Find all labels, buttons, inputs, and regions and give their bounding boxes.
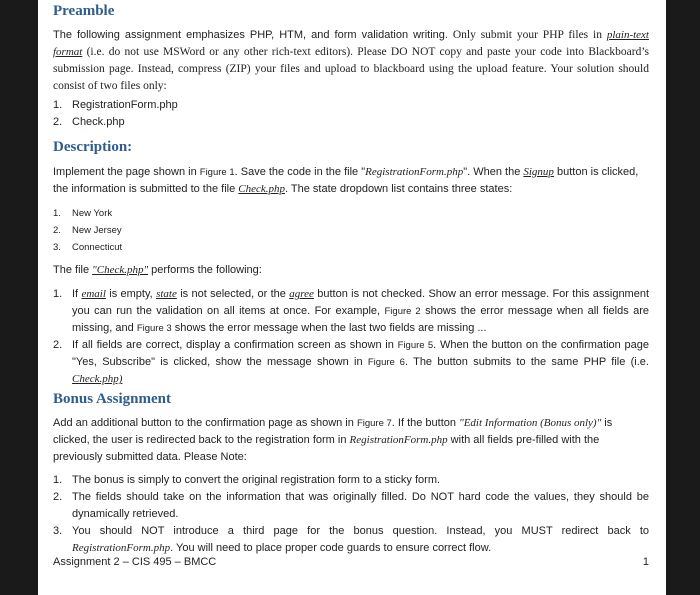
text: . The state dropdown list contains three states: xyxy=(285,183,513,195)
text: performs the following: xyxy=(148,264,262,276)
state: New Jersey xyxy=(72,225,122,236)
check-intro xyxy=(53,262,649,279)
figure-ref: Figure 7 xyxy=(356,418,392,429)
file-name: RegistrationForm.php xyxy=(72,542,171,554)
list-item xyxy=(53,523,649,557)
field-ref: email xyxy=(81,288,106,300)
number: 3. xyxy=(53,525,63,537)
text: You should NOT introduce a third page for the bonus question. Instead, you MUST redirect back to xyxy=(72,525,649,537)
file-name: Check.php xyxy=(238,183,285,195)
field-ref: agree xyxy=(289,288,314,300)
figure-ref: Figure 6 xyxy=(367,357,405,368)
preamble-heading: Preamble xyxy=(53,3,115,19)
description-paragraph xyxy=(53,164,649,198)
text: . If the button xyxy=(391,417,460,429)
text: button is clicked, the information is submitted to the file xyxy=(53,166,639,195)
text: . You will need to place proper code guards to ensure correct flow. xyxy=(170,542,492,554)
check-steps xyxy=(53,286,649,388)
footer-title: Assignment 2 – CIS 495 – BMCC xyxy=(53,556,217,568)
state: New York xyxy=(72,208,113,219)
text: If all fields are correct, display a confirmation screen as shown in xyxy=(72,339,398,351)
text: Only submit your PHP files in xyxy=(447,29,607,41)
text: The fields should take on the information that was originally filled. Do NOT hard code the values, they should be dynamically retrieved. xyxy=(72,491,649,520)
page-footer xyxy=(53,556,649,568)
text: Add an additional button to the confirmation page as shown in xyxy=(53,417,357,429)
number: 1. xyxy=(53,208,61,219)
states-list xyxy=(53,205,649,256)
figure-ref: Figure 5 xyxy=(397,340,434,351)
document-page xyxy=(38,0,666,595)
number: 1. xyxy=(53,288,63,300)
text: . When the button on the confirmation page "Yes, Subscribe" is clicked, show the message shown in xyxy=(72,339,649,368)
link-plain-text-format: plain-text format xyxy=(53,29,649,58)
text: is empty, xyxy=(105,288,157,300)
text: is clicked, the user is redirected back to the registration form in xyxy=(53,417,613,446)
description-heading: Description: xyxy=(53,139,133,155)
list-item xyxy=(53,472,649,489)
file-name: RegistrationForm.php xyxy=(349,434,448,446)
list-item xyxy=(53,205,649,222)
number: 2. xyxy=(53,339,63,351)
number: 1. xyxy=(53,474,63,486)
files-list xyxy=(53,97,649,131)
signup-ref: Signup xyxy=(523,166,554,178)
number: 3. xyxy=(53,242,61,253)
text: shows the error message when all fields are missing, and xyxy=(72,305,649,334)
file-name: "Check.php" xyxy=(92,264,149,276)
list-item xyxy=(53,222,649,239)
text: The following assignment emphasizes PHP, HTM, and form validation writing. xyxy=(53,29,448,41)
bonus-paragraph xyxy=(53,415,649,466)
preamble-paragraph xyxy=(53,27,649,95)
figure-ref: Figure 2 xyxy=(384,306,421,317)
file-name: RegistrationForm.php xyxy=(72,99,178,111)
text: button is not checked. Show an error message. For this assignment you can run the validation on all items at once. For example, xyxy=(72,288,650,317)
state: Connecticut xyxy=(72,242,123,253)
number: 2. xyxy=(53,491,63,503)
text: . The button submits to the same PHP file (i.e. xyxy=(404,356,649,368)
figure-ref: Figure 1 xyxy=(199,167,235,178)
list-item xyxy=(53,114,649,131)
list-item xyxy=(53,489,649,523)
text: . Save the code in the file " xyxy=(234,166,366,178)
text: ". When the xyxy=(463,166,524,178)
text: If xyxy=(72,288,82,300)
text: Implement the page shown in xyxy=(53,166,200,178)
figure-ref: Figure 3 xyxy=(136,323,172,334)
file-name: RegistrationForm.php xyxy=(365,166,464,178)
number: 2. xyxy=(53,225,61,236)
text: The file xyxy=(53,264,93,276)
list-item xyxy=(53,286,649,337)
list-item xyxy=(53,239,649,256)
file-name: Check.php) xyxy=(72,373,123,385)
file-name: Check.php xyxy=(72,116,125,128)
text: with all fields pre-filled with the previously submitted data. Please Note: xyxy=(53,434,600,463)
field-ref: state xyxy=(156,288,177,300)
number: 2. xyxy=(53,116,63,128)
button-ref: "Edit Information (Bonus only)" xyxy=(459,417,602,429)
text: The bonus is simply to convert the original registration form to a sticky form. xyxy=(72,474,441,486)
text: (i.e. do not use MSWord or any other rich-text editors). Please DO NOT copy and paste your code into Blackboard’s submission page. Instead, compress (ZIP) your files and upload to blackboard using the upload feature. Your solution should consist of two files only: xyxy=(53,46,649,92)
bonus-notes xyxy=(53,472,649,557)
number: 1. xyxy=(53,99,63,111)
text: is not selected, or the xyxy=(176,288,290,300)
bonus-heading: Bonus Assignment xyxy=(53,391,171,407)
text: shows the error message when the last two fields are missing ... xyxy=(171,322,487,334)
page-number: 1 xyxy=(642,556,649,568)
list-item xyxy=(53,97,649,114)
list-item xyxy=(53,337,649,388)
